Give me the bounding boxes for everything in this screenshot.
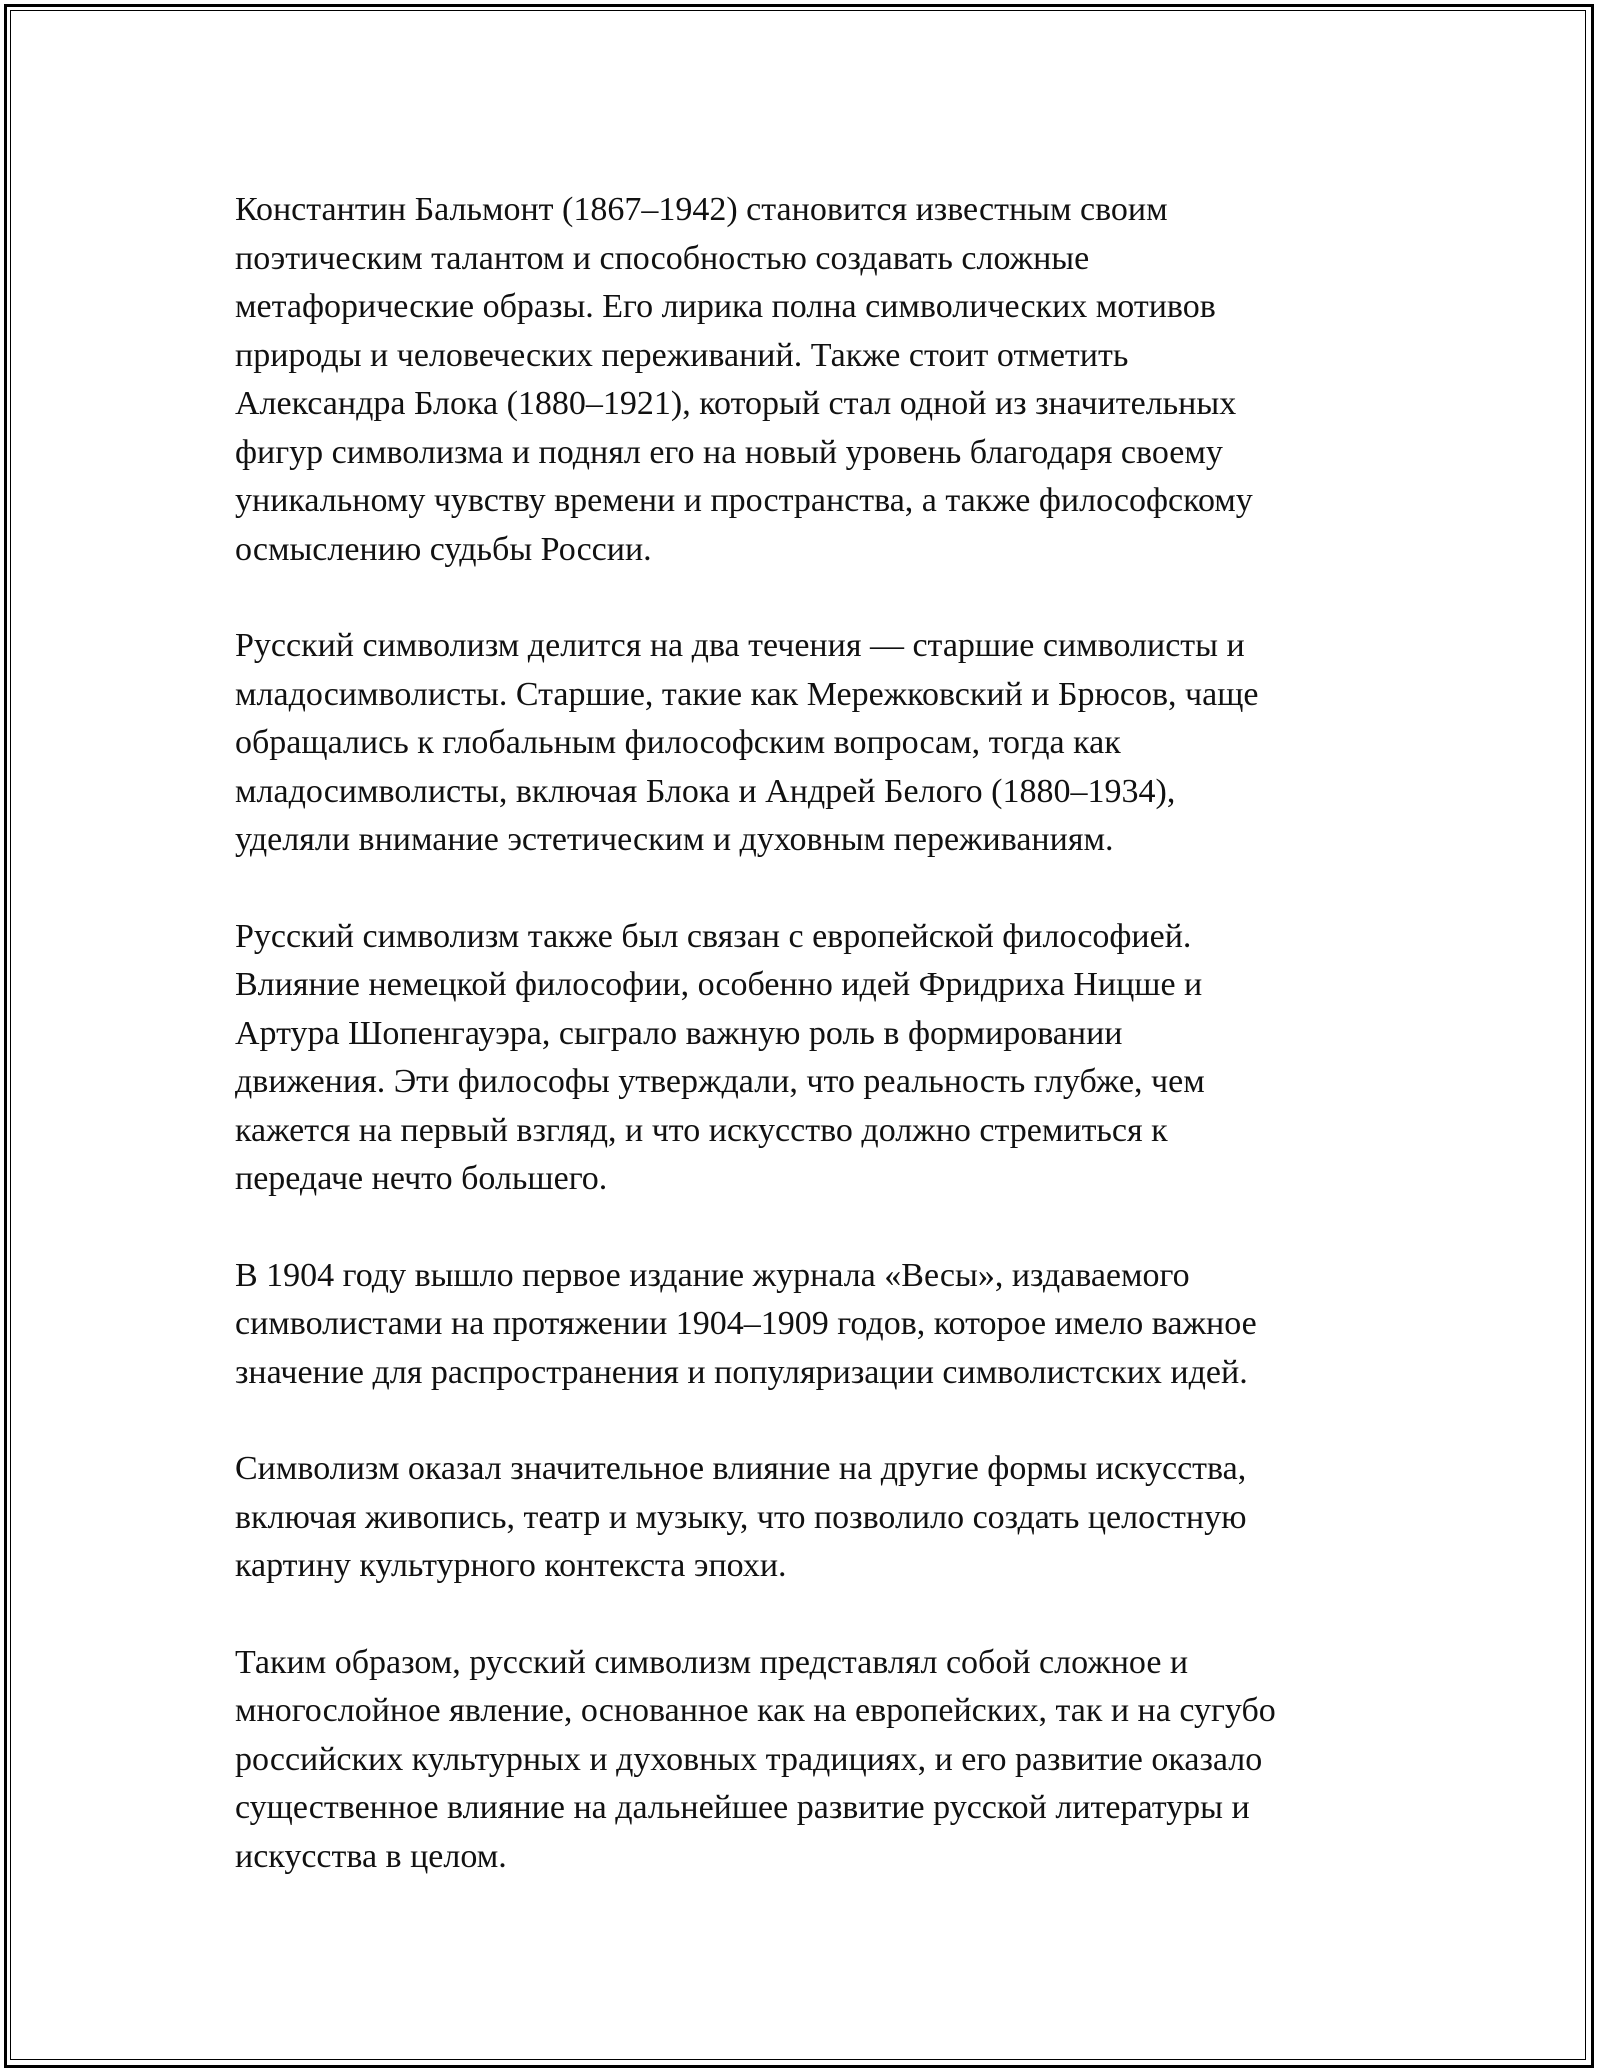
text-line: метафорические образы. Его лирика полна символических мотивов <box>235 288 1216 325</box>
text-line: осмыслению судьбы России. <box>235 530 652 568</box>
text-line: природы и человеческих переживаний. Также стоит отметить <box>235 336 1129 374</box>
text-line: кажется на первый взгляд, и что искусство должно стремиться к <box>235 1111 1168 1149</box>
text-line: российских культурных и духовных традициях, и его развитие оказало <box>235 1740 1263 1778</box>
document-body <box>235 186 1385 1929</box>
paragraph-vesy-journal <box>235 1252 1385 1398</box>
paragraph-conclusion <box>235 1639 1385 1882</box>
text-line: существенное влияние на дальнейшее развитие русской литературы и <box>235 1789 1250 1826</box>
text-line: движения. Эти философы утверждали, что реальность глубже, чем <box>235 1063 1205 1100</box>
paragraph-european-philosophy <box>235 913 1385 1204</box>
text-line: Таким образом, русский символизм представлял собой сложное и <box>235 1643 1189 1681</box>
text-line: многослойное явление, основанное как на европейских, так и на сугубо <box>235 1692 1276 1729</box>
paragraph-balmont-blok <box>235 186 1385 574</box>
text-line: Символизм оказал значительное влияние на другие формы искусства, <box>235 1450 1247 1487</box>
text-line: Артура Шопенгауэра, сыграло важную роль в формировании <box>235 1014 1123 1052</box>
text-line: В 1904 году вышло первое издание журнала «Весы», издаваемого <box>235 1256 1190 1294</box>
text-line: уделяли внимание эстетическим и духовным переживаниям. <box>235 821 1114 858</box>
text-line: младосимволисты. Старшие, такие как Мережковский и Брюсов, чаще <box>235 675 1259 713</box>
text-line: значение для распространения и популяризации символистских идей. <box>235 1353 1248 1391</box>
text-line: символистами на протяжении 1904–1909 годов, которое имело важное <box>235 1305 1257 1342</box>
text-line: Русский символизм также был связан с европейской философией. <box>235 917 1192 955</box>
text-line: поэтическим талантом и способностью создавать сложные <box>235 239 1090 277</box>
text-line: обращались к глобальным философским вопросам, тогда как <box>235 724 1121 761</box>
text-line: картину культурного контекста эпохи. <box>235 1547 787 1584</box>
text-line: младосимволисты, включая Блока и Андрей Белого (1880–1934), <box>235 772 1176 810</box>
text-line: фигур символизма и поднял его на новый уровень благодаря своему <box>235 433 1223 471</box>
text-line: Русский символизм делится на два течения — старшие символисты и <box>235 627 1245 664</box>
text-line: искусства в целом. <box>235 1837 507 1875</box>
text-line: Влияние немецкой философии, особенно идей Фридриха Ницше и <box>235 966 1203 1003</box>
text-line: Константин Бальмонт (1867–1942) становится известным своим <box>235 191 1168 228</box>
text-line: передаче нечто большего. <box>235 1160 608 1197</box>
text-line: Александра Блока (1880–1921), который стал одной из значительных <box>235 385 1237 422</box>
paragraph-art-influence <box>235 1445 1385 1591</box>
paragraph-two-currents <box>235 622 1385 865</box>
text-line: включая живопись, театр и музыку, что позволило создать целостную <box>235 1498 1247 1536</box>
text-line: уникальному чувству времени и пространства, а также философскому <box>235 482 1253 519</box>
